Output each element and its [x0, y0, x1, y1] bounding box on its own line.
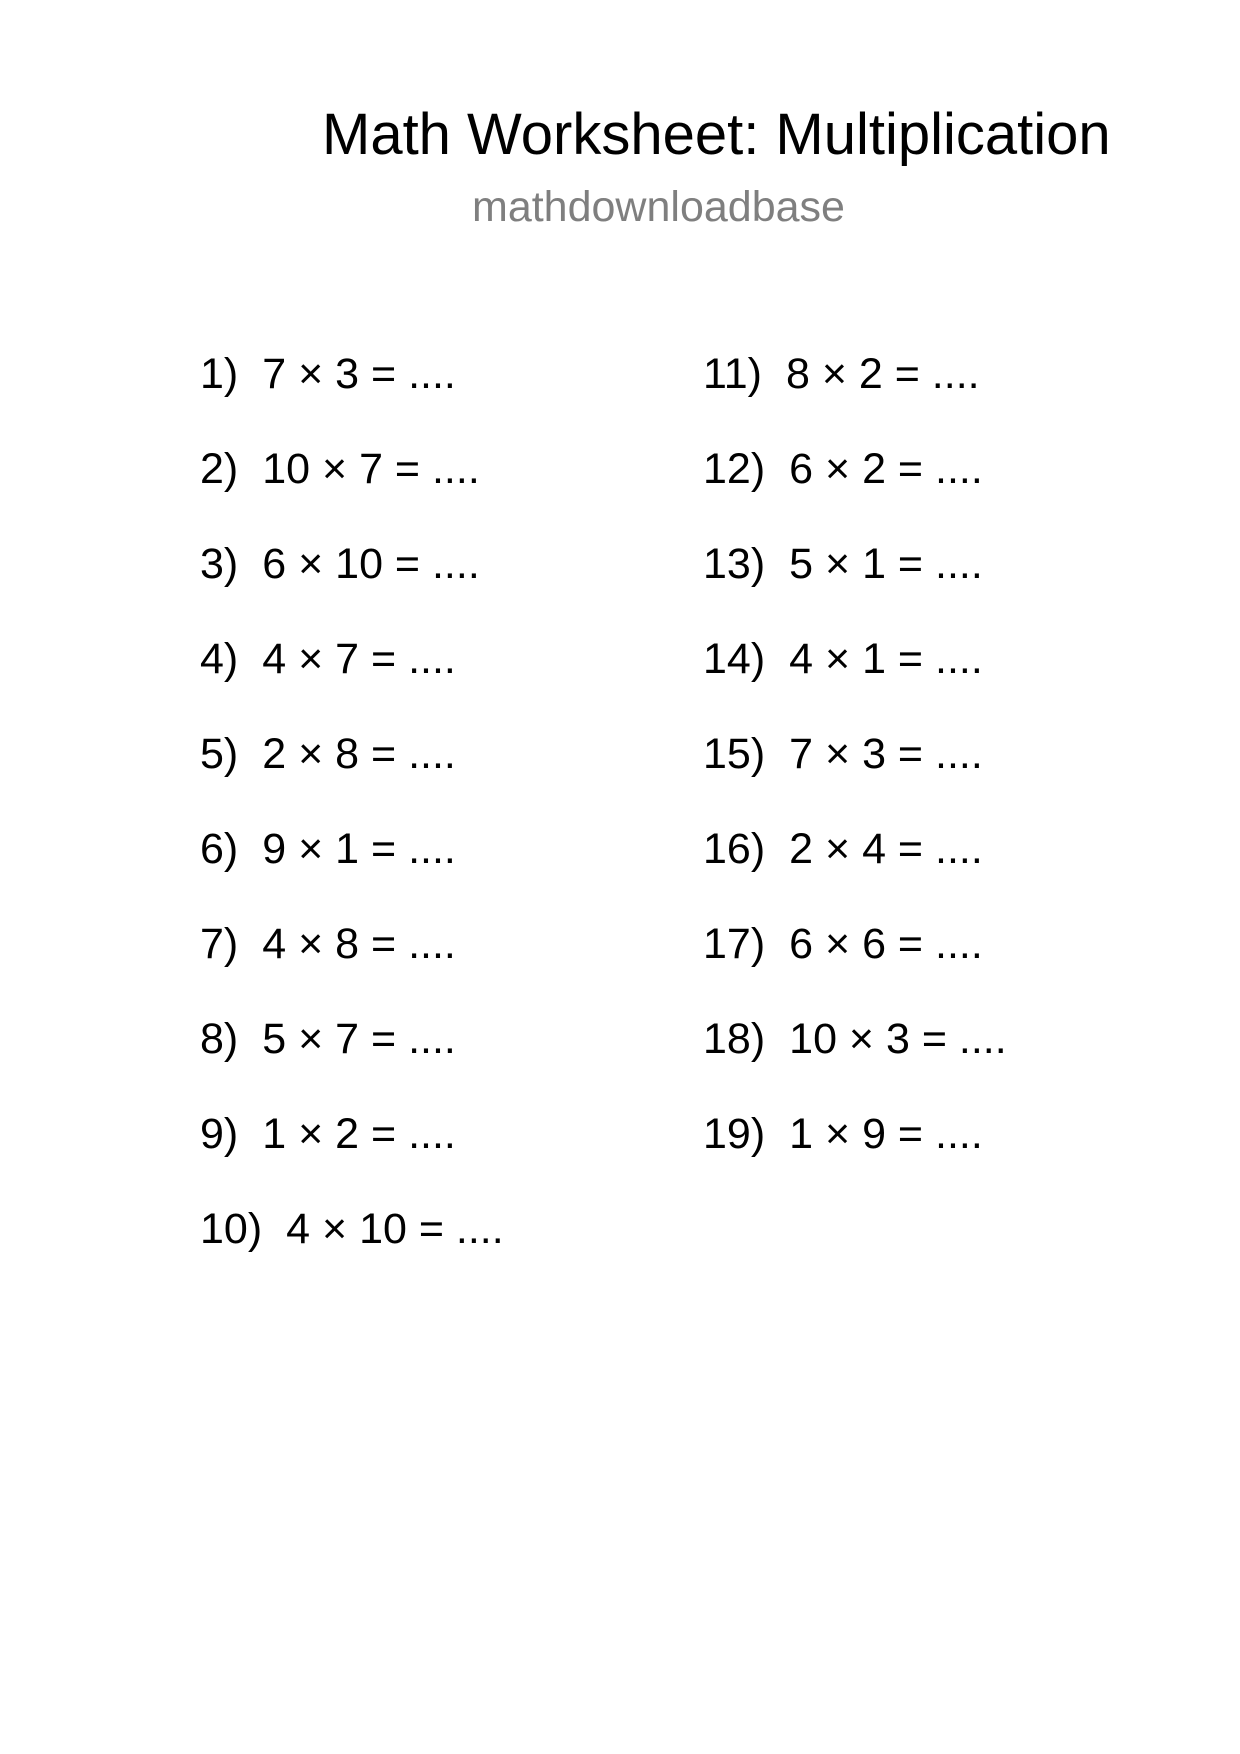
- page-subtitle: mathdownloadbase: [472, 183, 845, 231]
- problem-item: [703, 1108, 1007, 1203]
- problem-number: 2): [200, 445, 239, 493]
- problem-number: 15): [703, 730, 766, 778]
- problems-column-right: [703, 348, 1007, 1203]
- problem-item: [200, 823, 504, 918]
- problem-expression: 4 × 10 = ....: [286, 1205, 504, 1253]
- problem-item: [703, 823, 1007, 918]
- page-title: Math Worksheet: Multiplication: [322, 102, 1111, 167]
- problem-expression: 1 × 9 = ....: [789, 1110, 983, 1158]
- problem-expression: 6 × 6 = ....: [789, 920, 983, 968]
- problem-expression: 5 × 1 = ....: [789, 540, 983, 588]
- problem-number: 8): [200, 1015, 239, 1063]
- problem-number: 3): [200, 540, 239, 588]
- problem-number: 13): [703, 540, 766, 588]
- problem-number: 9): [200, 1110, 239, 1158]
- problem-item: [703, 538, 1007, 633]
- problem-number: 14): [703, 635, 766, 683]
- problem-number: 16): [703, 825, 766, 873]
- problem-expression: 10 × 7 = ....: [262, 445, 480, 493]
- problem-item: [200, 1013, 504, 1108]
- problem-number: 5): [200, 730, 239, 778]
- problem-item: [703, 633, 1007, 728]
- problem-number: 6): [200, 825, 239, 873]
- problem-item: [200, 538, 504, 633]
- problem-expression: 4 × 1 = ....: [789, 635, 983, 683]
- problem-item: [703, 918, 1007, 1013]
- problem-expression: 6 × 2 = ....: [789, 445, 983, 493]
- problem-item: [703, 728, 1007, 823]
- problem-number: 10): [200, 1205, 263, 1253]
- problem-item: [200, 443, 504, 538]
- problem-number: 4): [200, 635, 239, 683]
- problem-item: [703, 443, 1007, 538]
- problem-item: [703, 348, 1007, 443]
- problem-item: [200, 633, 504, 728]
- problem-item: [200, 918, 504, 1013]
- problem-item: [200, 1108, 504, 1203]
- problem-expression: 5 × 7 = ....: [262, 1015, 456, 1063]
- problem-expression: 7 × 3 = ....: [789, 730, 983, 778]
- problem-number: 18): [703, 1015, 766, 1063]
- problem-expression: 4 × 7 = ....: [262, 635, 456, 683]
- problem-expression: 2 × 4 = ....: [789, 825, 983, 873]
- problem-number: 12): [703, 445, 766, 493]
- problem-number: 7): [200, 920, 239, 968]
- problems-column-left: [200, 348, 504, 1298]
- problem-item: [200, 1203, 504, 1298]
- problem-number: 1): [200, 350, 239, 398]
- problem-expression: 2 × 8 = ....: [262, 730, 456, 778]
- problem-expression: 10 × 3 = ....: [789, 1015, 1007, 1063]
- problem-expression: 9 × 1 = ....: [262, 825, 456, 873]
- problem-expression: 1 × 2 = ....: [262, 1110, 456, 1158]
- problem-expression: 8 × 2 = ....: [785, 350, 980, 398]
- problem-expression: 6 × 10 = ....: [262, 540, 480, 588]
- problem-item: [200, 728, 504, 823]
- problem-number: 19): [703, 1110, 766, 1158]
- problem-item: [703, 1013, 1007, 1108]
- problem-item: [200, 348, 504, 443]
- problem-number: 11): [703, 350, 762, 398]
- problem-expression: 4 × 8 = ....: [262, 920, 456, 968]
- problem-expression: 7 × 3 = ....: [262, 350, 456, 398]
- problem-number: 17): [703, 920, 766, 968]
